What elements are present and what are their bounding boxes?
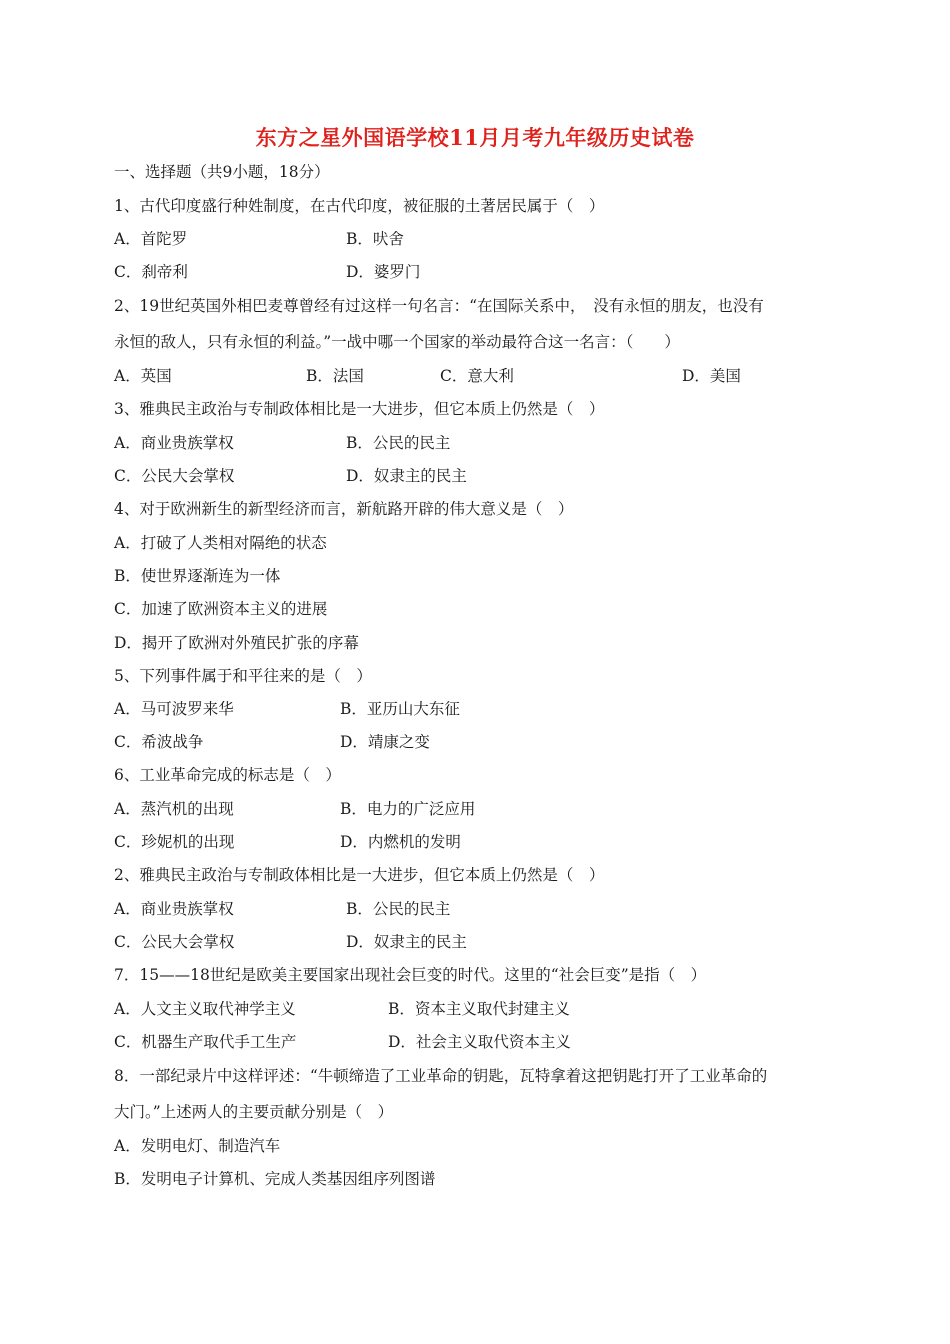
page-title: 东方之星外国语学校11月月考九年级历史试卷 <box>255 125 695 150</box>
question-5-option-b: B．亚历山大东征 <box>340 700 460 718</box>
question-5-stem: 5、下列事件属于和平往来的是（ ） <box>114 667 372 685</box>
question-6-option-d: D．内燃机的发明 <box>340 833 461 851</box>
question-7-option-a: A．人文主义取代神学主义 <box>114 1000 296 1018</box>
question-4-option-b: B．使世界逐渐连为一体 <box>114 567 281 585</box>
question-2-repeat-stem: 2、雅典民主政治与专制政体相比是一大进步，但它本质上仍然是（ ） <box>114 866 605 884</box>
question-2-stem-line-2: 永恒的敌人，只有永恒的利益。”一战中哪一个国家的举动最符合这一名言：（ ） <box>114 333 680 351</box>
question-2-repeat-option-a: A．商业贵族掌权 <box>114 900 234 918</box>
question-7-option-d: D．社会主义取代资本主义 <box>388 1033 571 1051</box>
question-2-option-b: B．法国 <box>306 367 364 385</box>
question-5-option-c: C．希波战争 <box>114 733 204 751</box>
section-heading: 一、选择题（共9小题，18分） <box>114 163 330 181</box>
question-4-option-a: A．打破了人类相对隔绝的状态 <box>114 534 327 552</box>
question-2-repeat-option-d: D．奴隶主的民主 <box>346 933 467 951</box>
question-3-option-a: A．商业贵族掌权 <box>114 434 234 452</box>
question-5-option-d: D．靖康之变 <box>340 733 430 751</box>
question-1-option-b: B．吠舍 <box>346 230 404 248</box>
question-4-option-c: C．加速了欧洲资本主义的进展 <box>114 600 328 618</box>
question-3-option-c: C．公民大会掌权 <box>114 467 235 485</box>
question-3-stem: 3、雅典民主政治与专制政体相比是一大进步，但它本质上仍然是（ ） <box>114 400 605 418</box>
question-2-stem-line-1: 2、19世纪英国外相巴麦尊曾经有过这样一句名言：“在国际关系中， 没有永恒的朋友，也没有 <box>114 297 764 315</box>
question-2-option-d: D．美国 <box>682 367 741 385</box>
question-2-repeat-option-b: B．公民的民主 <box>346 900 451 918</box>
question-4-stem: 4、对于欧洲新生的新型经济而言，新航路开辟的伟大意义是（ ） <box>114 500 574 518</box>
question-7-stem: 7．15——18世纪是欧美主要国家出现社会巨变的时代。这里的“社会巨变”是指（ ） <box>114 966 707 984</box>
question-7-option-c: C．机器生产取代手工生产 <box>114 1033 297 1051</box>
question-2-option-c: C．意大利 <box>440 367 514 385</box>
question-8-stem-line-2: 大门。”上述两人的主要贡献分别是（ ） <box>114 1103 394 1121</box>
question-7-option-b: B．资本主义取代封建主义 <box>388 1000 570 1018</box>
question-3-option-d: D．奴隶主的民主 <box>346 467 467 485</box>
question-2-option-a: A．英国 <box>114 367 172 385</box>
question-1-option-d: D．婆罗门 <box>346 263 421 281</box>
question-6-option-b: B．电力的广泛应用 <box>340 800 476 818</box>
question-1-option-c: C．刹帝利 <box>114 263 188 281</box>
question-5-option-a: A．马可波罗来华 <box>114 700 234 718</box>
question-6-stem: 6、工业革命完成的标志是（ ） <box>114 766 341 784</box>
question-8-option-a: A．发明电灯、制造汽车 <box>114 1137 281 1155</box>
question-6-option-c: C．珍妮机的出现 <box>114 833 235 851</box>
question-2-repeat-option-c: C．公民大会掌权 <box>114 933 235 951</box>
question-1-stem: 1、古代印度盛行种姓制度，在古代印度，被征服的土著居民属于（ ） <box>114 197 605 215</box>
question-8-option-b: B．发明电子计算机、完成人类基因组序列图谱 <box>114 1170 436 1188</box>
question-4-option-d: D．揭开了欧洲对外殖民扩张的序幕 <box>114 634 359 652</box>
question-6-option-a: A．蒸汽机的出现 <box>114 800 234 818</box>
question-3-option-b: B．公民的民主 <box>346 434 451 452</box>
question-1-option-a: A．首陀罗 <box>114 230 188 248</box>
question-8-stem-line-1: 8．一部纪录片中这样评述：“牛顿缔造了工业革命的钥匙，瓦特拿着这把钥匙打开了工业革命的 <box>114 1067 768 1085</box>
